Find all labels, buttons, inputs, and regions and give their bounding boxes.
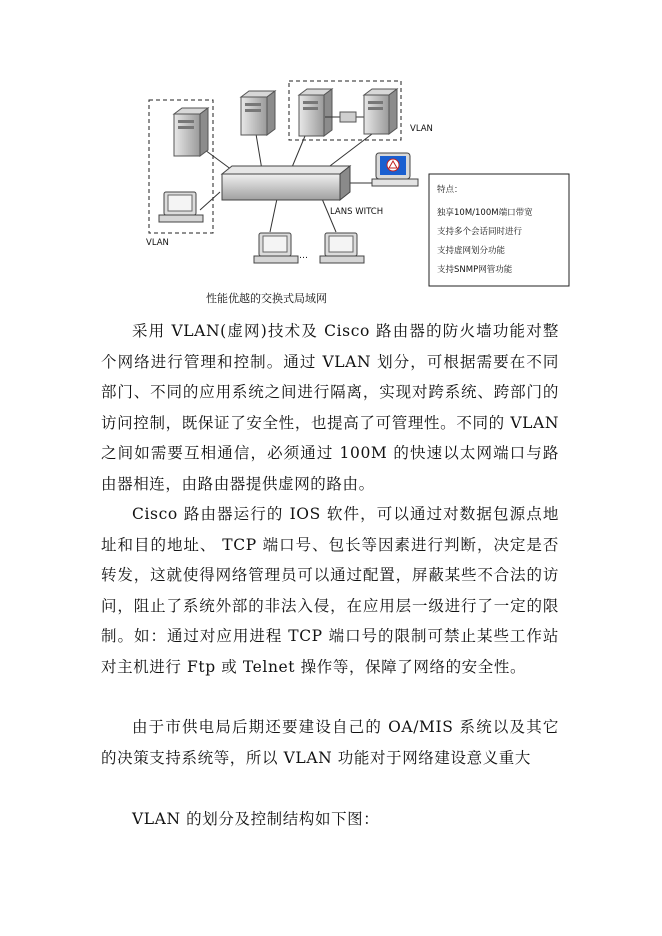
paragraph-vlan-structure: VLAN 的划分及控制结构如下图：	[132, 810, 380, 828]
workstation-bottom-1	[254, 233, 298, 263]
paragraph-oa-mis: 由于市供电局后期还要建设自己的 OA/MIS 系统以及其它的决策支持系统等，所以 VLAN 功能对于网络建设意义重大	[101, 718, 559, 767]
server-vlan-2	[364, 89, 397, 134]
switch-label: LANS WITCH	[330, 207, 384, 217]
server-top	[241, 91, 275, 135]
workstation-bottom-2	[320, 233, 364, 263]
feature-item: 支持多个会话同时进行	[437, 227, 523, 237]
vlan-label-right: VLAN	[410, 124, 433, 134]
workstation-left	[159, 192, 203, 222]
vlan-label-left: VLAN	[146, 238, 169, 248]
paragraph-cisco-ios: Cisco 路由器运行的 IOS 软件，可以通过对数据包源点地址和目的地址、 TCP 端口号、包长等因素进行判断，决定是否转发，这就使得网络管理员可以通过配置，屏蔽某些不合法的访问，阻止了系统外部的非法入侵，在应用层一级进行了一定的限制。如：通过对应用进程 TCP 端口号的限制可禁止某些工作站对主机进行 Ftp 或 Telnet 操作等，保障了网络的安全性。	[101, 505, 559, 676]
workstation-router	[372, 153, 418, 186]
feature-item: 独享10M/100M端口带宽	[437, 208, 533, 218]
diagram-caption: 性能优越的交换式局域网	[206, 292, 327, 305]
lan-switch	[222, 166, 350, 200]
server-vlan-1	[299, 89, 332, 136]
paragraph-vlan-intro: 采用 VLAN(虚网)技术及 Cisco 路由器的防火墙功能对整个网络进行管理和控制。通过 VLAN 划分，可根据需要在不同部门、不同的应用系统之间进行隔离，实现对跨系统、跨部门的访问控制，既保证了安全性，也提高了可管理性。不同的 VLAN 之间如需要互相通信，必须通过 100M 的快速以太网端口与路由器相连，由路由器提供虚网的路由。	[101, 322, 559, 493]
features-title: 特点：	[437, 185, 463, 195]
ellipsis: …	[299, 251, 308, 261]
feature-item: 支持虚网划分功能	[437, 246, 506, 256]
server-left	[174, 108, 208, 156]
network-diagram	[0, 0, 662, 310]
feature-item: 支持SNMP网管功能	[437, 265, 513, 275]
